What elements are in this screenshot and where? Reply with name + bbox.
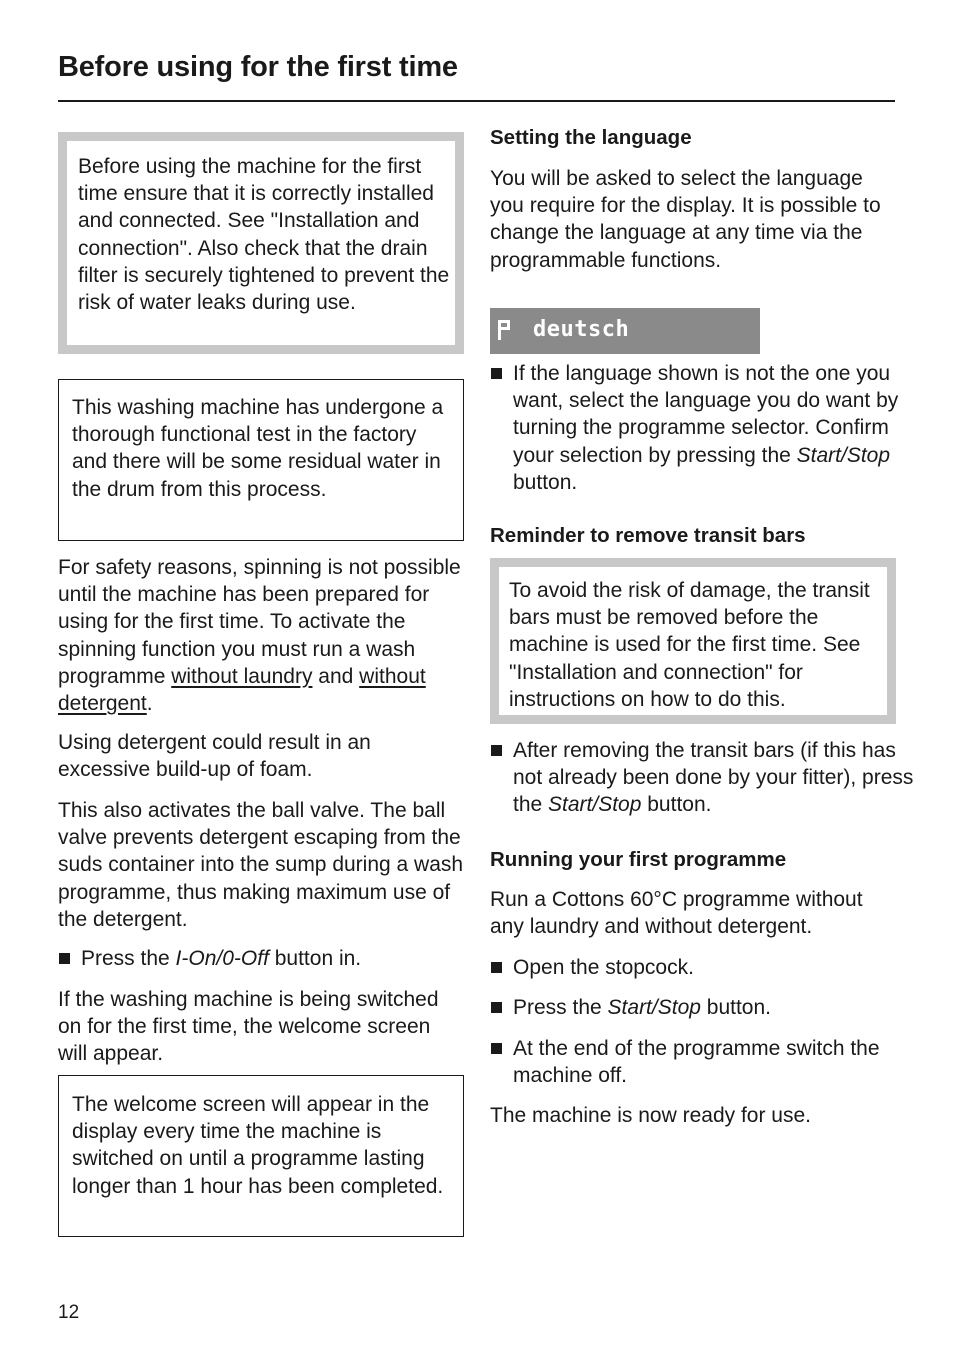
display-language-panel xyxy=(490,308,760,354)
notice-transit-text: To avoid the risk of damage, the transit bars must be removed before the machine is used for the first time. See "Installation and connection" for instructions on how to do this. xyxy=(509,579,870,711)
ball-valve-paragraph: This also activates the ball valve. The ball valve prevents detergent escaping from the suds container into the sump during a wash programme, thus making maximum use of the detergent. xyxy=(58,799,464,931)
bullet-press-start-stop: Press the Start/Stop button. xyxy=(490,994,919,1021)
without-laundry-underline: without laundry xyxy=(171,664,313,688)
display-language-text: deutsch xyxy=(533,317,630,342)
heading-transit-bars: Reminder to remove transit bars xyxy=(490,524,806,547)
ready-paragraph: The machine is now ready for use. xyxy=(490,1104,811,1127)
running-paragraph: Run a Cottons 60°C programme without any laundry and without detergent. xyxy=(490,888,863,939)
notice-welcome-text: The welcome screen will appear in the display every time the machine is switched on until a programme lasting longer than 1 hour has been completed. xyxy=(72,1093,444,1198)
notice-box-welcome-screen xyxy=(58,1075,464,1237)
bullet-square-icon xyxy=(491,1002,502,1013)
without-detergent-underline: without detergent xyxy=(58,664,426,716)
bullet-after-transit: After removing the transit bars (if this has not already been done by your fitter), press the Start/Stop button. xyxy=(490,737,919,819)
heading-setting-language: Setting the language xyxy=(490,126,692,149)
page-title: Before using for the first time xyxy=(58,51,458,83)
heading-running-first: Running your first programme xyxy=(490,848,787,871)
notice-installation-text: Before using the machine for the first time ensure that it is correctly installed and connected. See "Installation and connection". Also check that the drain filter is securely tightened to prevent the risk of water leaks during use. xyxy=(78,155,450,315)
title-rule xyxy=(58,100,895,102)
welcome-paragraph: If the washing machine is being switched on for the first time, the welcome screen will appear. xyxy=(58,988,439,1066)
bullet-square-icon xyxy=(491,745,502,756)
flag-icon xyxy=(497,320,511,340)
bullet-select-language: If the language shown is not the one you want, select the language you do want by turning the programme selector. Confirm your selection by pressing the Start/Stop button. xyxy=(490,360,919,496)
bullet-square-icon xyxy=(491,368,502,379)
bullet-square-icon xyxy=(59,953,70,964)
bullet-square-icon xyxy=(491,1043,502,1054)
notice-box-transit-bars xyxy=(490,558,896,724)
foam-paragraph: Using detergent could result in an excessive build-up of foam. xyxy=(58,731,371,782)
page-number: 12 xyxy=(58,1302,80,1323)
bullet-press-on-off: Press the I-On/0-Off button in. xyxy=(58,945,487,972)
spinning-paragraph: For safety reasons, spinning is not possible until the machine has been prepared for using for the first time. To activate the spinning function you must run a wash programme without laundry and without detergent. xyxy=(58,556,461,716)
bullet-switch-off: At the end of the programme switch the machine off. xyxy=(490,1035,919,1089)
language-paragraph: You will be asked to select the language you require for the display. It is possible to change the language at any time via the programmable functions. xyxy=(490,167,881,272)
notice-residual-water-text: This washing machine has undergone a thorough functional test in the factory and there will be some residual water in the drum from this process. xyxy=(72,396,444,501)
bullet-open-stopcock: Open the stopcock. xyxy=(490,954,919,981)
notice-box-residual-water xyxy=(58,379,464,541)
bullet-square-icon xyxy=(491,962,502,973)
notice-box-installation xyxy=(58,132,464,354)
